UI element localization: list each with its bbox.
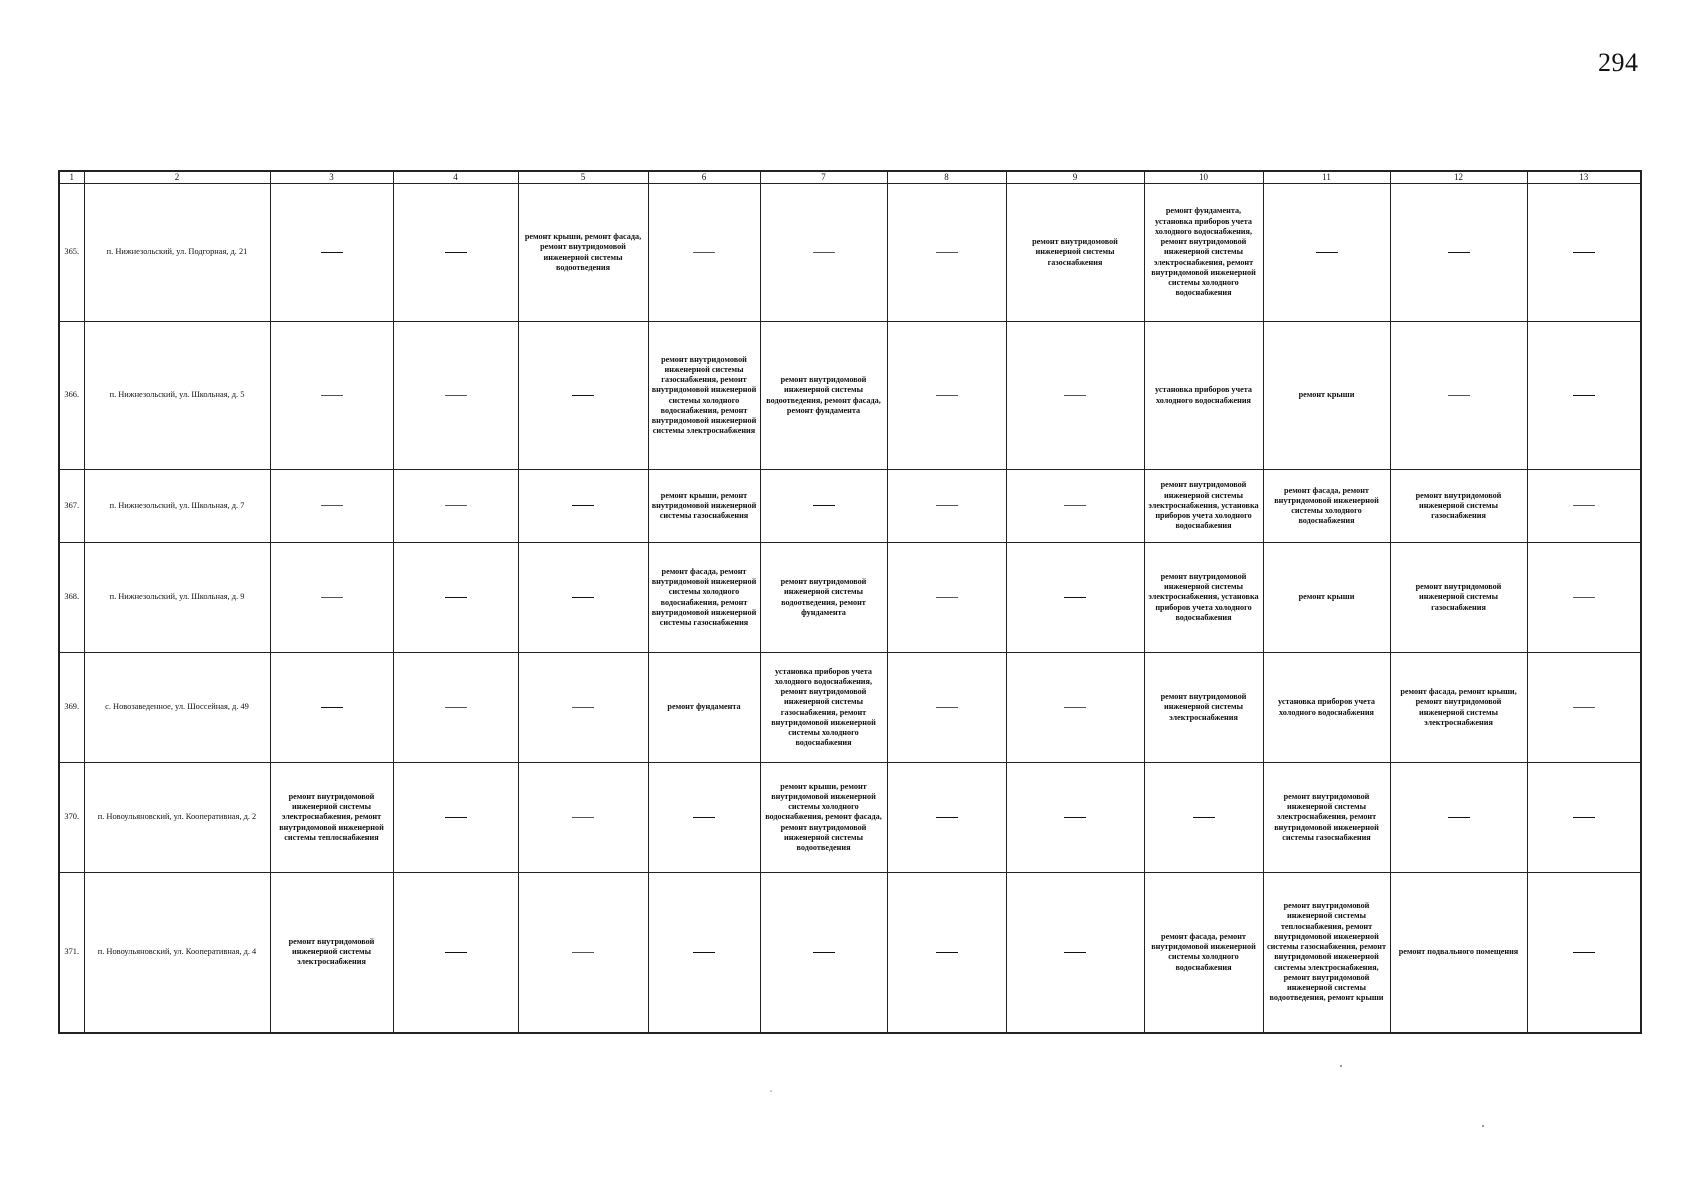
empty-dash-cell [393,653,518,763]
header-cell: 8 [887,171,1006,184]
work-description: ремонт фундамента, установка приборов учета холодного водоснабжения, ремонт внутридомовой инженерной системы электроснабжения, ремонт внутридомовой инженерной системы холодного водоснабжения [1151,206,1256,298]
dash-mark [936,597,958,598]
dash-mark [1448,817,1470,818]
dash-mark [572,952,594,953]
dash-mark [936,505,958,506]
dash-mark [813,252,835,253]
work-cell [270,763,393,873]
work-cell [270,873,393,1033]
work-description: ремонт внутридомовой инженерной системы электроснабжения, ремонт внутридомовой инженерной системы теплоснабжения [279,791,384,842]
header-cell: 5 [518,171,648,184]
empty-dash-cell [518,653,648,763]
empty-dash-cell [518,322,648,470]
empty-dash-cell [270,470,393,543]
empty-dash-cell [518,543,648,653]
row-number: 369. [59,653,84,763]
dash-mark [321,707,343,708]
work-cell [760,653,887,763]
empty-dash-cell [760,470,887,543]
empty-dash-cell [518,763,648,873]
header-cell: 11 [1263,171,1390,184]
dash-mark [445,505,467,506]
work-description: ремонт внутридомовой инженерной системы электроснабжения, ремонт внутридомовой инженерной системы газоснабжения [1274,791,1379,842]
table-row [59,873,1641,1033]
address-cell: п. Нижнезольский, ул. Школьная, д. 7 [84,470,270,543]
work-cell [1144,543,1263,653]
work-description: ремонт крыши, ремонт фасада, ремонт внутридомовой инженерной системы водоотведения [524,232,642,272]
dash-mark [693,952,715,953]
empty-dash-cell [1527,763,1641,873]
dash-mark [1064,707,1086,708]
work-description: ремонт подвального помещения [1398,947,1519,957]
address-cell: п. Нижнезольский, ул. Школьная, д. 9 [84,543,270,653]
work-description: ремонт внутридомовой инженерной системы электроснабжения [288,936,375,967]
empty-dash-cell [393,763,518,873]
dash-mark [445,952,467,953]
empty-dash-cell [648,184,760,322]
row-number: 370. [59,763,84,873]
work-cell [760,543,887,653]
header-cell: 4 [393,171,518,184]
dash-mark [321,597,343,598]
work-description: ремонт крыши, ремонт внутридомовой инженерной системы газоснабжения [651,490,757,521]
header-cell: 1 [59,171,84,184]
dash-mark [445,817,467,818]
dash-mark [1573,395,1595,396]
table-row [59,543,1641,653]
empty-dash-cell [1006,873,1144,1033]
empty-dash-cell [270,653,393,763]
dash-mark [1573,817,1595,818]
empty-dash-cell [1527,543,1641,653]
work-cell [1144,653,1263,763]
scan-speck [1340,1065,1342,1067]
work-description: установка приборов учета холодного водоснабжения [1155,385,1252,405]
header-cell: 10 [1144,171,1263,184]
empty-dash-cell [1006,543,1144,653]
empty-dash-cell [1527,653,1641,763]
empty-dash-cell [393,873,518,1033]
empty-dash-cell [887,763,1006,873]
dash-mark [936,395,958,396]
work-description: установка приборов учета холодного водоснабжения [1278,697,1375,717]
work-cell [1006,184,1144,322]
dash-mark [572,597,594,598]
empty-dash-cell [1390,184,1527,322]
dash-mark [936,817,958,818]
dash-mark [936,707,958,708]
row-number: 368. [59,543,84,653]
dash-mark [813,952,835,953]
dash-mark [1064,817,1086,818]
header-cell: 12 [1390,171,1527,184]
page-number: 294 [1598,48,1639,77]
dash-mark [936,952,958,953]
dash-mark [321,395,343,396]
work-cell [1263,470,1390,543]
empty-dash-cell [1006,763,1144,873]
work-cell [518,184,648,322]
dash-mark [1448,395,1470,396]
work-description: ремонт внутридомовой инженерной системы газоснабжения [1032,237,1118,267]
dash-mark [1064,952,1086,953]
dash-mark [1193,817,1215,818]
dash-mark [1448,252,1470,253]
empty-dash-cell [887,470,1006,543]
dash-mark [1064,505,1086,506]
empty-dash-cell [518,873,648,1033]
address-cell: п. Новоульяновский, ул. Кооперативная, д. 4 [84,873,270,1033]
table-body [59,184,1641,1033]
dash-mark [1064,395,1086,396]
dash-mark [572,395,594,396]
empty-dash-cell [648,873,760,1033]
header-cell: 3 [270,171,393,184]
empty-dash-cell [1144,763,1263,873]
work-description: ремонт фасада, ремонт крыши, ремонт внутридомовой инженерной системы электроснабжения [1400,687,1517,727]
work-cell [1263,873,1390,1033]
empty-dash-cell [1006,322,1144,470]
work-description: ремонт внутридомовой инженерной системы теплоснабжения, ремонт внутридомовой инженерной системы газоснабжения, ремонт внутридомовой инженерной системы электроснабжения, ремонт внутридомовой инженерной системы водоотведения, ремонт крыши [1266,901,1387,1003]
work-cell [1390,873,1527,1033]
address-cell: п. Нижнезольский, ул. Школьная, д. 5 [84,322,270,470]
work-description: ремонт внутридомовой инженерной системы водоотведения, ремонт фасада, ремонт фундамента [766,375,881,415]
dash-mark [1573,252,1595,253]
scan-speck [1482,1125,1484,1127]
work-description: ремонт внутридомовой инженерной системы газоснабжения [1415,490,1502,521]
row-number: 365. [59,184,84,322]
work-description: ремонт фасада, ремонт внутридомовой инженерной системы холодного водоснабжения [1274,485,1379,526]
work-description: ремонт крыши [1298,592,1355,602]
scan-speck [770,1090,772,1092]
dash-mark [1573,952,1595,953]
work-cell [1390,470,1527,543]
empty-dash-cell [1390,763,1527,873]
empty-dash-cell [887,873,1006,1033]
empty-dash-cell [760,184,887,322]
dash-mark [445,395,467,396]
header-cell: 9 [1006,171,1144,184]
work-description: ремонт внутридомовой инженерной системы газоснабжения [1415,582,1502,612]
work-cell [760,322,887,470]
dash-mark [321,252,343,253]
dash-mark [445,707,467,708]
work-cell [1390,543,1527,653]
empty-dash-cell [1527,322,1641,470]
row-number: 371. [59,873,84,1033]
empty-dash-cell [393,543,518,653]
table-row [59,322,1641,470]
empty-dash-cell [393,184,518,322]
work-description: ремонт внутридомовой инженерной системы электроснабжения, установка приборов учета холодного водоснабжения [1148,480,1259,531]
work-description: ремонт крыши, ремонт внутридомовой инженерной системы холодного водоснабжения, ремонт фасада, ремонт внутридомовой инженерной системы водоотведения [765,781,882,853]
dash-mark [1316,252,1338,253]
dash-mark [936,252,958,253]
empty-dash-cell [648,763,760,873]
empty-dash-cell [887,543,1006,653]
empty-dash-cell [393,470,518,543]
work-description: ремонт внутридомовой инженерной системы газоснабжения, ремонт внутридомовой инженерной системы холодного водоснабжения, ремонт внутридомовой инженерной системы электроснабжения [651,354,757,436]
work-description: ремонт внутридомовой инженерной системы водоотведения, ремонт фундамента [780,577,867,617]
work-cell [1144,873,1263,1033]
header-cell: 7 [760,171,887,184]
empty-dash-cell [270,184,393,322]
work-description: ремонт фасада, ремонт внутридомовой инженерной системы холодного водоснабжения, ремонт внутридомовой инженерной системы газоснабжения [651,566,757,627]
work-cell [648,322,760,470]
address-cell: п. Новоульяновский, ул. Кооперативная, д. 2 [84,763,270,873]
empty-dash-cell [1006,470,1144,543]
header-cell: 6 [648,171,760,184]
empty-dash-cell [270,322,393,470]
work-cell [760,763,887,873]
work-description: ремонт фасада, ремонт внутридомовой инженерной системы холодного водоснабжения [1151,931,1256,972]
column-number-header [59,171,1641,184]
work-cell [648,543,760,653]
dash-mark [693,252,715,253]
empty-dash-cell [1527,184,1641,322]
address-cell: с. Новозаведенное, ул. Шоссейная, д. 49 [84,653,270,763]
dash-mark [572,707,594,708]
empty-dash-cell [887,322,1006,470]
row-number: 366. [59,322,84,470]
work-cell [1263,763,1390,873]
address-cell: п. Нижнезольский, ул. Подгорная, д. 21 [84,184,270,322]
table-row [59,470,1641,543]
dash-mark [1064,597,1086,598]
dash-mark [693,817,715,818]
work-cell [648,653,760,763]
dash-mark [445,597,467,598]
row-number: 367. [59,470,84,543]
work-description: ремонт фундамента [667,702,741,712]
dash-mark [445,252,467,253]
table-row [59,653,1641,763]
empty-dash-cell [518,470,648,543]
empty-dash-cell [760,873,887,1033]
work-cell [1390,653,1527,763]
empty-dash-cell [1527,873,1641,1033]
table-row [59,763,1641,873]
table-row [59,184,1641,322]
header-cell: 13 [1527,171,1641,184]
work-cell [1263,653,1390,763]
empty-dash-cell [887,184,1006,322]
header-cell: 2 [84,171,270,184]
work-cell [1263,543,1390,653]
work-cell [648,470,760,543]
dash-mark [813,505,835,506]
empty-dash-cell [1263,184,1390,322]
dash-mark [572,505,594,506]
work-cell [1144,322,1263,470]
work-description: ремонт внутридомовой инженерной системы электроснабжения, установка приборов учета холодного водоснабжения [1148,571,1259,622]
empty-dash-cell [1527,470,1641,543]
empty-dash-cell [393,322,518,470]
empty-dash-cell [1390,322,1527,470]
dash-mark [1573,505,1595,506]
empty-dash-cell [1006,653,1144,763]
work-description: установка приборов учета холодного водоснабжения, ремонт внутридомовой инженерной системы газоснабжения, ремонт внутридомовой инженерной системы холодного водоснабжения [771,666,876,748]
work-cell [1144,184,1263,322]
dash-mark [321,505,343,506]
capital-repair-table [58,170,1642,1034]
work-description: ремонт крыши [1298,390,1355,400]
dash-mark [1573,707,1595,708]
work-cell [1263,322,1390,470]
empty-dash-cell [270,543,393,653]
dash-mark [1573,597,1595,598]
dash-mark [572,817,594,818]
empty-dash-cell [887,653,1006,763]
work-description: ремонт внутридомовой инженерной системы электроснабжения [1160,692,1247,722]
work-cell [1144,470,1263,543]
